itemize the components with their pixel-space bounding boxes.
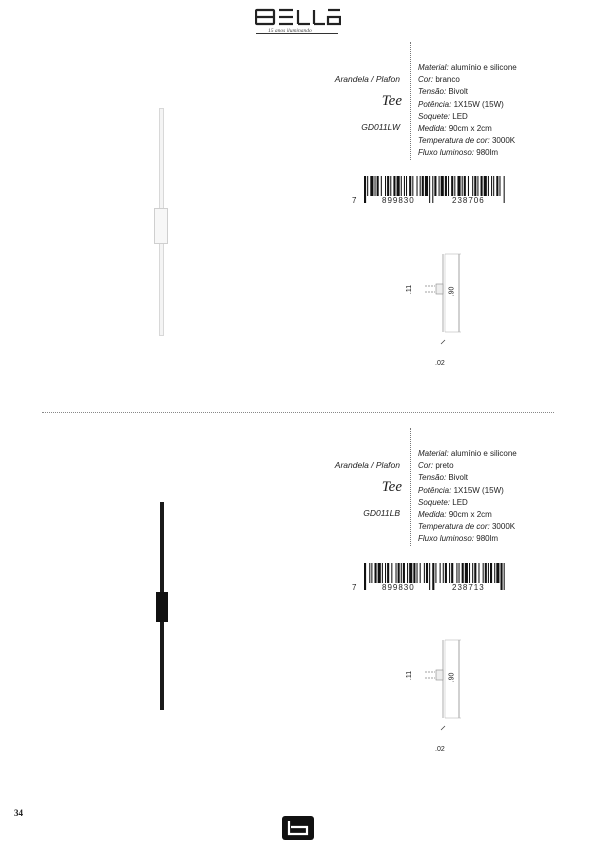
spec-luminous-flux: Fluxo luminoso: 980lm	[418, 148, 499, 158]
barcode-bar	[478, 563, 479, 583]
spec-material: Material: alumínio e silicone	[418, 63, 517, 72]
barcode-bar	[398, 563, 400, 583]
spec-power: Potência: 1X15W (15W)	[418, 99, 504, 109]
barcode-bar	[407, 563, 408, 583]
barcode-bar	[440, 563, 441, 583]
barcode-bar	[409, 563, 412, 583]
spec-voltage: Tensão: Bivolt	[418, 87, 468, 97]
spec-size: Medida: 90cm x 2cm	[418, 510, 492, 520]
spec-luminous-flux: Fluxo luminoso: 980lm	[418, 534, 499, 544]
barcode-bar	[371, 563, 372, 583]
dim-depth: .11	[406, 284, 414, 295]
barcode-first-digit: 7	[352, 196, 358, 205]
spec-list	[418, 448, 517, 546]
barcode-left-digits: 899830	[382, 583, 415, 592]
barcode-left-digits: 899830	[382, 196, 415, 205]
dim-height: .90	[448, 286, 456, 297]
barcode-bar	[445, 563, 447, 583]
barcode-bar	[435, 563, 436, 583]
barcode-bar	[429, 563, 430, 590]
barcode-right-digits: 238706	[452, 196, 485, 205]
spec-color-temp: Temperatura de cor: 3000K	[418, 136, 516, 146]
barcode-bar	[413, 563, 415, 583]
barcode-bar	[501, 563, 503, 590]
barcode-bar	[465, 563, 468, 583]
product-line: Tee	[381, 479, 402, 495]
barcode-right-digits: 238713	[452, 583, 485, 592]
barcode-bar	[494, 563, 495, 583]
product-category: Arandela / Plafon	[334, 74, 400, 84]
barcode-bar	[451, 563, 453, 583]
barcode-bar	[474, 563, 476, 583]
barcode-bar	[462, 563, 464, 583]
barcode-bar	[485, 563, 487, 583]
footer-logo	[282, 816, 314, 840]
barcode-bar	[490, 563, 492, 583]
product-line: Tee	[381, 93, 402, 109]
barcode-bar	[382, 563, 383, 583]
barcode	[352, 563, 508, 599]
spec-socket: Soquete: LED	[418, 497, 468, 507]
product-code: GD011LW	[361, 122, 400, 132]
barcode-bar	[417, 563, 418, 583]
barcode-bar	[387, 563, 389, 583]
barcode-bar	[449, 563, 450, 583]
dim-height: .90	[448, 672, 456, 683]
spec-power: Potência: 1X15W (15W)	[418, 485, 504, 495]
dim-depth: .11	[406, 670, 414, 681]
barcode-bar	[469, 563, 470, 583]
barcode-bar	[420, 563, 421, 583]
page-number: 34	[14, 808, 23, 818]
spec-voltage: Tensão: Bivolt	[418, 473, 468, 483]
barcode-bar	[369, 563, 370, 583]
spec-color: Cor: branco	[418, 75, 460, 85]
barcode-bar	[364, 563, 366, 590]
barcode-bar	[443, 563, 444, 583]
barcode-first-digit: 7	[352, 583, 358, 592]
barcode-bar	[432, 563, 434, 590]
barcode-bar	[426, 563, 428, 583]
barcode-bar	[391, 563, 392, 583]
barcode-bar	[378, 563, 381, 583]
barcode-bar	[488, 563, 489, 583]
barcode-bar	[403, 563, 405, 583]
barcode-bar	[401, 563, 402, 583]
barcode-bar	[424, 563, 425, 583]
product-image	[152, 502, 172, 710]
barcode-bar	[483, 563, 484, 583]
bella-monogram-icon	[282, 816, 314, 840]
barcode-bar	[385, 563, 386, 583]
product-code: GD011LB	[363, 508, 400, 518]
dim-width: .02	[435, 746, 445, 753]
spec-color-temp: Temperatura de cor: 3000K	[418, 522, 516, 532]
barcode-bar	[504, 563, 505, 590]
dimension-drawing-icon	[405, 634, 475, 734]
product-category: Arandela / Plafon	[334, 460, 400, 470]
barcode-bar	[375, 563, 377, 583]
dimension-drawing	[405, 634, 475, 759]
separator	[410, 428, 411, 546]
barcode-bar	[472, 563, 473, 583]
spec-socket: Soquete: LED	[418, 111, 468, 121]
spec-color: Cor: preto	[418, 461, 454, 471]
barcode-bar	[396, 563, 397, 583]
barcode-bar	[459, 563, 460, 583]
barcode-bar	[496, 563, 499, 583]
spec-size: Medida: 90cm x 2cm	[418, 124, 492, 134]
dim-width: .02	[435, 360, 445, 367]
barcode-bar	[456, 563, 457, 583]
spec-material: Material: alumínio e silicone	[418, 449, 517, 458]
brand-tagline: 15 anos iluminando	[268, 28, 312, 34]
